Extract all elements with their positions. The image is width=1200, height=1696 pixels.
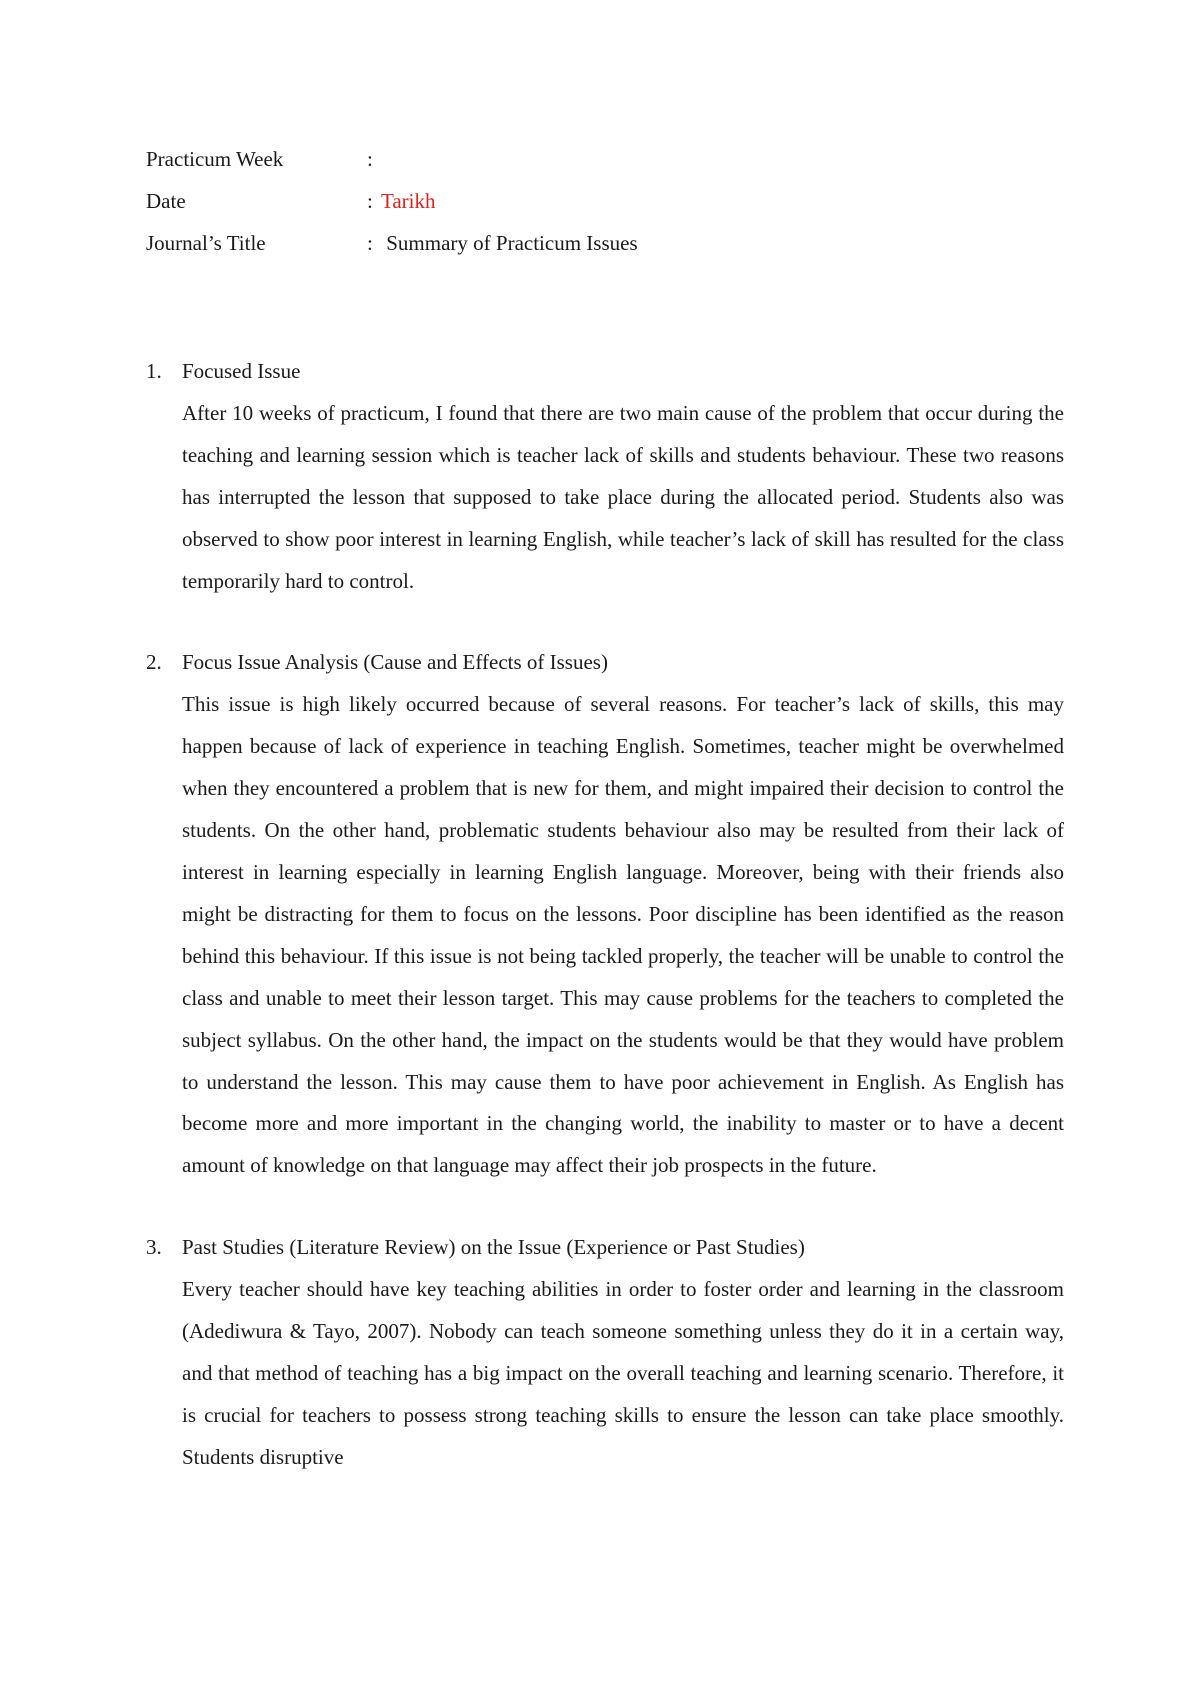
section-number: 3.	[146, 1235, 162, 1260]
date-colon: :	[367, 189, 373, 213]
section-title: Focus Issue Analysis (Cause and Effects of Issues)	[182, 650, 608, 675]
header-row-date	[146, 180, 638, 222]
journal-title-colon: :	[367, 231, 373, 255]
section-number: 2.	[146, 650, 162, 675]
practicum-week-colon: :	[367, 147, 373, 171]
section-focused-issue	[146, 351, 1064, 602]
practicum-week-label: Practicum Week	[146, 147, 284, 171]
section-heading	[146, 642, 1064, 684]
journal-body	[146, 351, 1064, 1519]
journal-title-label: Journal’s Title	[146, 231, 266, 255]
date-label: Date	[146, 189, 186, 213]
date-value: Tarikh	[381, 189, 436, 213]
header-row-journal-title	[146, 222, 638, 264]
section-paragraph: This issue is high likely occurred because of several reasons. For teacher’s lack of skills, this may happen because of lack of experience in teaching English. Sometimes, teacher might be overwhelmed when they encountered a problem that is new for them, and might impaired their decision to control the students. On the other hand, problematic students behaviour also may be resulted from their lack of interest in learning especially in learning English language. Moreover, being with their friends also might be distracting for them to focus on the lessons. Poor discipline has been identified as the reason behind this behaviour. If this issue is not being tackled properly, the teacher will be unable to control the class and unable to meet their lesson target. This may cause problems for the teachers to completed the subject syllabus. On the other hand, the impact on the students would be that they would have problem to understand the lesson. This may cause them to have poor achievement in English. As English has become more and more important in the changing world, the inability to master or to have a decent amount of knowledge on that language may affect their job prospects in the future.	[182, 692, 1064, 1178]
section-heading	[146, 1227, 1064, 1269]
section-title: Focused Issue	[182, 359, 301, 383]
section-focus-issue-analysis	[146, 642, 1064, 1187]
section-paragraph: After 10 weeks of practicum, I found that there are two main cause of the problem that occur during the teaching and learning session which is teacher lack of skills and students behaviour. These two reasons has interrupted the lesson that supposed to take place during the allocated period. Students also was observed to show poor interest in learning English, while teacher’s lack of skill has resulted for the class temporarily hard to control.	[182, 400, 1064, 593]
section-past-studies	[146, 1227, 1064, 1478]
section-paragraph: Every teacher should have key teaching abilities in order to foster order and learning in the classroom (Adediwura & Tayo, 2007). Nobody can teach someone something unless they do it in a certain way, and that method of teaching has a big impact on the overall teaching and learning scenario. Therefore, it is crucial for teachers to possess strong teaching skills to ensure the lesson can take place smoothly. Students disruptive	[182, 1277, 1064, 1469]
header-row-practicum-week	[146, 138, 638, 180]
section-number: 1.	[146, 359, 162, 383]
section-title: Past Studies (Literature Review) on the Issue (Experience or Past Studies)	[182, 1235, 805, 1260]
section-heading	[146, 351, 1064, 393]
journal-header	[146, 138, 638, 264]
journal-title-value: Summary of Practicum Issues	[381, 231, 638, 255]
